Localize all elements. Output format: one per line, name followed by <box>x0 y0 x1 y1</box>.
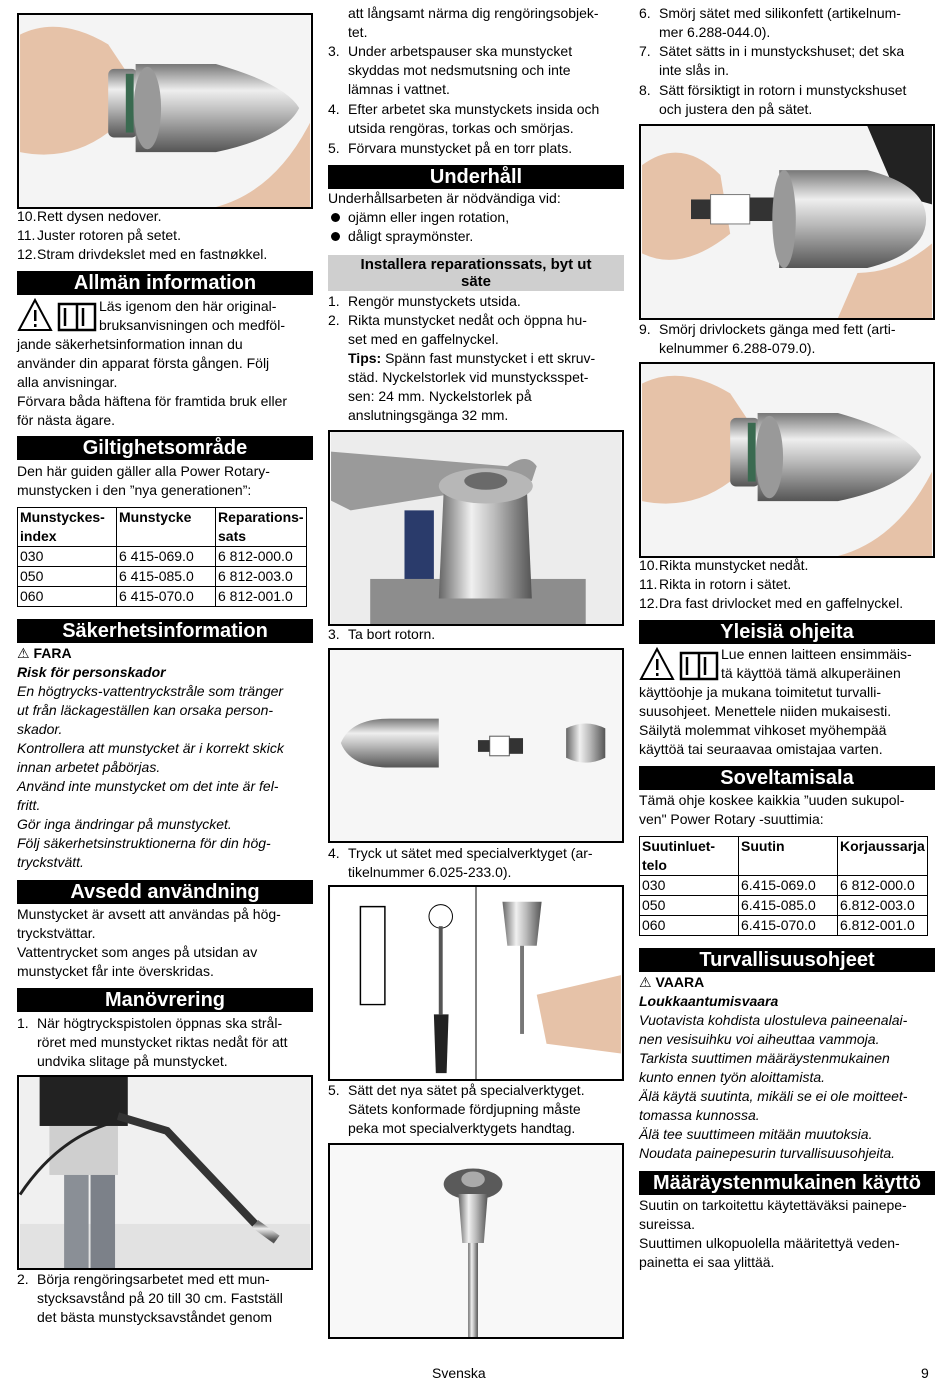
nozzle-hands-illustration <box>19 15 311 207</box>
step-line: Förvara munstycket på en torr plats. <box>348 140 573 156</box>
table-cell: 6.812-001.0 <box>838 916 928 936</box>
repair-step-3: 3. Ta bort rotorn. <box>328 626 436 642</box>
intended-fi-line-3: Suuttimen ulkopuolella määritettyä veden- <box>639 1235 900 1251</box>
maintenance-bullet-1: ojämn eller ingen rotation, <box>328 208 624 227</box>
safety-line-8: Gör inga ändringar på munstycket. <box>17 816 232 832</box>
table-row <box>18 567 307 587</box>
table-cell: 6 812-001.0 <box>216 587 307 607</box>
photo-special-tool <box>328 885 624 1081</box>
heading-general-fi: Yleisiä ohjeita <box>639 620 935 644</box>
heading-repair-kit <box>328 255 624 291</box>
operation-step-1: 1. När högtryckspistolen öppnas ska strål- röret med munstycket riktas nedåt för att undvika slitage på munstycket. <box>17 1014 313 1071</box>
table-row <box>640 896 928 916</box>
repair-step-9: 9. Smörj drivlockets gänga med fett (arti- kelnummer 6.288-079.0). <box>639 320 935 358</box>
table-cell: 6.812-003.0 <box>838 896 928 916</box>
table-header-row <box>640 837 928 876</box>
tip-line: anslutningsgänga 32 mm. <box>348 407 509 423</box>
operation-step-2-line: stycksavstånd på 20 till 30 cm. Fastställ <box>37 1290 283 1306</box>
table-header-cell: Reparations- sats <box>216 508 307 547</box>
table-cell: 030 <box>640 876 739 896</box>
page-number: 9 <box>921 1365 929 1381</box>
safety-fi-line-1: Vuotavista kohdista ulostuleva paineenalai- <box>639 1012 908 1028</box>
warning-manual-icon <box>17 298 99 334</box>
repair-step-7: 7. Sätet sätts in i munstyckshuset; det ska inte slås in. <box>639 42 935 80</box>
table-cell: 6.415-069.0 <box>739 876 838 896</box>
safety-fi-line-6: tomassa kunnossa. <box>639 1107 760 1123</box>
repair-step-1: 1. Rengör munstyckets utsida. <box>328 293 521 309</box>
photo-drive-cap-fit <box>639 362 935 558</box>
table-cell: 030 <box>18 547 117 567</box>
danger-label-fi: ⚠ VAARA <box>639 974 705 990</box>
photo-rotor-insert <box>639 124 935 320</box>
validity-line-1: Den här guiden gäller alla Power Rotary- <box>17 463 270 479</box>
step-line: Under arbetspauser ska munstycket <box>348 43 573 59</box>
general-fi-body-4: käyttöä tai seuraavaa omistajaa varten. <box>639 741 883 757</box>
general-body-2: använder din apparat första gången. Följ <box>17 355 270 371</box>
table-cell: 6 812-003.0 <box>216 567 307 587</box>
table-cell: 6.415-085.0 <box>739 896 838 916</box>
step-11-sv: 11. Rikta in rotorn i sätet. <box>639 576 792 592</box>
scope-fi-line-1: Tämä ohje koskee kaikkia ”uuden sukupol- <box>639 792 905 808</box>
table-header-cell: Suutin <box>739 837 838 876</box>
step-line: Tryck ut sätet med specialverktyget (ar- <box>348 845 593 861</box>
heading-validity: Giltighetsområde <box>17 436 313 460</box>
operation-step-5: 5. Förvara munstycket på en torr plats. <box>328 139 624 158</box>
general-fi-body-1: käyttöohje ja mukana toimitetut turvalli- <box>639 684 881 700</box>
warning-manual-icon <box>639 647 721 683</box>
operator-illustration <box>19 1077 311 1268</box>
operation-step-1-line: undvika slitage på munstycket. <box>37 1053 228 1069</box>
photo-seat-on-tool <box>328 1143 624 1339</box>
step-line: peka mot specialverktygets handtag. <box>348 1120 576 1136</box>
maintenance-bullet-2: dåligt spraymönster. <box>328 227 624 246</box>
maintenance-intro: Underhållsarbeten är nödvändiga vid: <box>328 190 561 206</box>
safety-fi-line-4: kunto ennen työn aloittamista. <box>639 1069 826 1085</box>
general-body-4: Förvara båda häftena för framtida bruk eller <box>17 393 288 409</box>
step-10-no: 10. Rett dysen nedover. <box>17 208 162 224</box>
heading-intended-use: Avsedd användning <box>17 880 313 904</box>
heading-operation: Manövrering <box>17 988 313 1012</box>
step-line: Efter arbetet ska munstyckets insida och <box>348 101 600 117</box>
intended-fi-line-1: Suutin on tarkoitettu käytettäväksi painepe- <box>639 1197 907 1213</box>
heading-intended-fi: Määräystenmukainen käyttö <box>639 1171 935 1195</box>
step-line: Sätt det nya sätet på specialverktyget. <box>348 1082 585 1098</box>
operation-step-2-line: Börja rengöringsarbetet med ett mun- <box>37 1271 270 1287</box>
general-fi-intro-1: Lue ennen laitteen ensimmäis- <box>721 646 912 662</box>
repair-tip: Tips: Spänn fast munstycket i ett skruv- <box>348 350 596 366</box>
general-intro-1: Läs igenom den här original- <box>99 298 277 314</box>
general-fi-intro-2: tä käyttöä tämä alkuperäinen <box>721 665 901 681</box>
general-body-5: för nästa ägare. <box>17 412 116 428</box>
step-11-no: 11. Juster rotoren på setet. <box>17 227 181 243</box>
table-cell: 050 <box>640 896 739 916</box>
table-cell: 060 <box>18 587 117 607</box>
heading-safety-fi: Turvallisuusohjeet <box>639 948 935 972</box>
step-line: Sätet sätts in i munstyckshuset; det ska <box>659 43 905 59</box>
table-header-cell: Korjaussarja <box>838 837 928 876</box>
safety-line-4: Kontrollera att munstycket är i korrekt skick <box>17 740 284 756</box>
intended-line-2: tryckstvättar. <box>17 925 96 941</box>
wrench-illustration <box>330 432 622 624</box>
table-cell: 6 415-069.0 <box>117 547 216 567</box>
step-line: utsida rengöras, torkas och smörjas. <box>348 120 574 136</box>
step-12-no: 12. Stram drivdekslet med en fastnøkkel. <box>17 246 268 262</box>
intended-line-4: munstycket får inte överskridas. <box>17 963 214 979</box>
step-line: Smörj sätet med silikonfett (artikelnum- <box>659 5 901 21</box>
safety-line-2: ut från läckageställen kan orsaka person- <box>17 702 274 718</box>
danger-label: ⚠ FARA <box>17 645 72 661</box>
step-line: Sätt försiktigt in rotorn i munstyckshuset <box>659 82 907 98</box>
scope-fi-table <box>639 836 928 936</box>
table-cell: 6 415-070.0 <box>117 587 216 607</box>
scope-fi-line-2: ven" Power Rotary -suuttimia: <box>639 811 824 827</box>
table-row <box>640 916 928 936</box>
safety-line-1: En högtrycks-vattentryckstråle som tränger <box>17 683 284 699</box>
repair-heading-line: säte <box>460 273 492 290</box>
footer-language: Svenska <box>432 1365 486 1381</box>
repair-step-5: 5. Sätt det nya sätet på specialverktyget. Sätets konformade fördjupning måste peka mot specialverktygets handtag. <box>328 1081 624 1138</box>
drive-cap-illustration <box>641 364 933 556</box>
safety-fi-line-5: Älä käytä suutinta, mikäli se ei ole moitteet- <box>639 1088 908 1104</box>
operation-step-2-continued <box>328 4 624 42</box>
general-body-3: alla anvisningar. <box>17 374 118 390</box>
table-header-cell: Suutinluet- telo <box>640 837 739 876</box>
table-cell: 050 <box>18 567 117 587</box>
safety-line-7: fritt. <box>17 797 41 813</box>
photo-rotor-parts <box>328 648 624 843</box>
safety-fi-line-7: Älä tee suuttimeen mitään muutoksia. <box>639 1126 873 1142</box>
intended-line-1: Munstycket är avsett att användas på hög- <box>17 906 281 922</box>
repair-step-6: 6. Smörj sätet med silikonfett (artikelnum- mer 6.288-044.0). <box>639 4 935 42</box>
photo-wrench-vise <box>328 430 624 626</box>
heading-general-information: Allmän information <box>17 271 313 295</box>
photo-operator-spray-gun <box>17 1075 313 1270</box>
table-cell: 6.415-070.0 <box>739 916 838 936</box>
operation-step-2-line: det bästa munstycksavståndet genom <box>37 1309 273 1325</box>
safety-line-10: tryckstvätt. <box>17 854 84 870</box>
heading-maintenance: Underhåll <box>328 165 624 189</box>
repair-step-8: 8. Sätt försiktigt in rotorn i munstyckshuset och justera den på sätet. <box>639 81 935 119</box>
step-line: lämnas i vattnet. <box>348 81 450 97</box>
table-header-cell: Munstyckes- index <box>18 508 117 547</box>
operation-step-3: 3. Under arbetspauser ska munstycket skyddas mot nedsmutsning och inte lämnas i vattnet. <box>328 42 624 99</box>
safety-line-3: skador. <box>17 721 63 737</box>
operation-step-1-line: När högtryckspistolen öppnas ska strål- <box>37 1015 283 1031</box>
intended-line-3: Vattentrycket som anges på utsidan av <box>17 944 258 960</box>
risk-heading-fi: Loukkaantumisvaara <box>639 993 779 1009</box>
validity-line-2: munstycken i den ”nya generationen”: <box>17 482 252 498</box>
table-row <box>18 547 307 567</box>
table-row <box>18 587 307 607</box>
step-line: kelnummer 6.288-079.0). <box>659 340 816 356</box>
safety-fi-line-2: nen vesisuihku voi aiheuttaa vammoja. <box>639 1031 880 1047</box>
operation-step-4: 4. Efter arbetet ska munstyckets insida och utsida rengöras, torkas och smörjas. <box>328 100 624 138</box>
rotor-insert-illustration <box>641 126 933 318</box>
repair-step-2: 2. Rikta munstycket nedåt och öppna hu- set med en gaffelnyckel. Tips: Spänn fast munstycket i ett skruv- städ. Nyckelstorlek vid munstycksspet- sen: 24 mm. Nyckelstorlek på anslutningsgänga 32 mm. <box>328 311 624 425</box>
step-line: Rikta munstycket nedåt och öppna hu- <box>348 312 587 328</box>
general-fi-body-2: suusohjeet. Menettele niiden mukaisesti. <box>639 703 892 719</box>
safety-line-9: Följ säkerhetsinstruktionerna för din hög- <box>17 835 271 851</box>
special-tool-illustration <box>330 887 622 1079</box>
continued-line: att långsamt närma dig rengöringsobjek- <box>348 5 599 21</box>
safety-line-6: Använd inte munstycket om det inte är fel- <box>17 778 279 794</box>
operation-step-2: 2. Börja rengöringsarbetet med ett mun- stycksavstånd på 20 till 30 cm. Fastställ det bästa munstycksavståndet genom <box>17 1270 313 1327</box>
step-line: Sätets konformade fördjupning måste <box>348 1101 581 1117</box>
general-intro-2: bruksanvisningen och medföl- <box>99 317 285 333</box>
safety-line-5: innan arbetet påbörjas. <box>17 759 161 775</box>
repair-heading-line: Installera reparationssats, byt ut <box>360 256 592 273</box>
intended-fi-line-4: painetta ei saa ylittää. <box>639 1254 775 1270</box>
safety-fi-line-3: Tarkista suuttimen määräystenmukainen <box>639 1050 890 1066</box>
table-cell: 6 812-000.0 <box>838 876 928 896</box>
table-cell: 6 812-000.0 <box>216 547 307 567</box>
step-line: set med en gaffelnyckel. <box>348 331 499 347</box>
step-line: inte slås in. <box>659 62 730 78</box>
seat-tool-illustration <box>330 1145 622 1337</box>
repair-step-4: 4. Tryck ut sätet med specialverktyget (ar- tikelnummer 6.025-233.0). <box>328 844 624 882</box>
safety-fi-line-8: Noudata painepesurin turvallisuusohjeita. <box>639 1145 896 1161</box>
step-10-sv: 10. Rikta munstycket nedåt. <box>639 557 809 573</box>
table-cell: 6 415-085.0 <box>117 567 216 587</box>
step-line: tikelnummer 6.025-233.0). <box>348 864 512 880</box>
continued-line: tet. <box>348 24 368 40</box>
step-12-sv: 12. Dra fast drivlocket med en gaffelnyckel. <box>639 595 904 611</box>
risk-heading: Risk för personskador <box>17 664 166 680</box>
general-fi-body-3: Säilytä molemmat vihkoset myöhempää <box>639 722 887 738</box>
general-body-1: jande säkerhetsinformation innan du <box>17 336 243 352</box>
table-header-cell: Munstycke <box>117 508 216 547</box>
operation-step-1-line: röret med munstycket riktas nedåt för att <box>37 1034 288 1050</box>
step-line: och justera den på sätet. <box>659 101 813 117</box>
table-cell: 060 <box>640 916 739 936</box>
step-line: Smörj drivlockets gänga med fett (arti- <box>659 321 896 337</box>
rotor-parts-illustration <box>330 650 622 841</box>
table-header-row <box>18 508 307 547</box>
heading-safety: Säkerhetsinformation <box>17 619 313 643</box>
tip-line: städ. Nyckelstorlek vid munstycksspet- <box>348 369 589 385</box>
table-row <box>640 876 928 896</box>
photo-nozzle-drive-cap <box>17 13 313 209</box>
tip-line: sen: 24 mm. Nyckelstorlek på <box>348 388 532 404</box>
step-line: mer 6.288-044.0). <box>659 24 771 40</box>
validity-table <box>17 507 307 607</box>
step-line: skyddas mot nedsmutsning och inte <box>348 62 571 78</box>
intended-fi-line-2: sureissa. <box>639 1216 696 1232</box>
heading-scope-fi: Soveltamisala <box>639 766 935 790</box>
